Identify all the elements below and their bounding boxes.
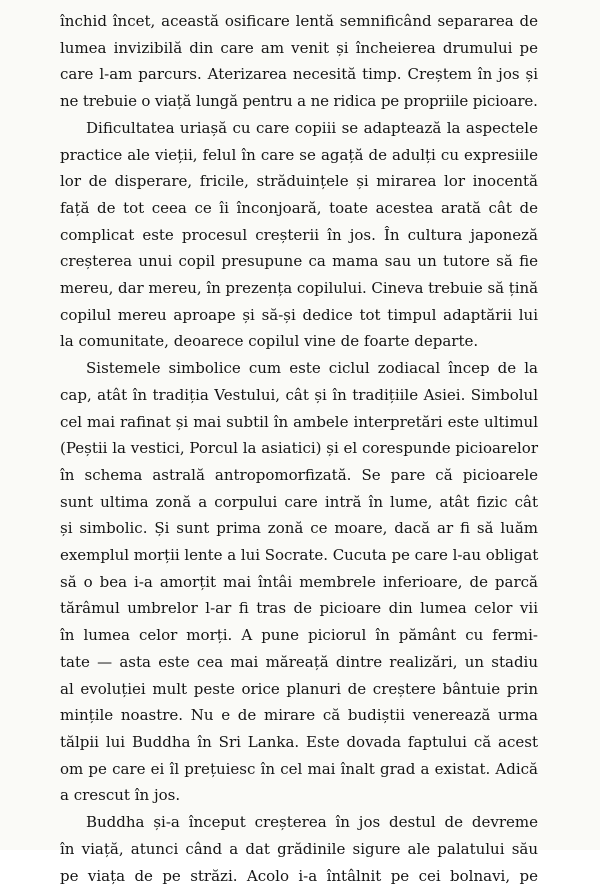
text-line: cap, atât în tradiția Vestului, cât și în tradițiile Asiei. Simbolul — [60, 382, 538, 409]
text-line: să o bea i-a amorțit mai întâi membrele inferioare, de parcă — [60, 569, 538, 596]
text-line: Sistemele simbolice cum este ciclul zodiacal încep de la — [60, 355, 538, 382]
text-line: practice ale vieții, felul în care se agață de adulți cu expresiile — [60, 142, 538, 169]
text-line: lumea invizibilă din care am venit și încheierea drumului pe — [60, 35, 538, 62]
text-line: al evoluției mult peste orice planuri de creștere bântuie prin — [60, 676, 538, 703]
text-line: lor de disperare, fricile, străduințele și mirarea lor inocentă — [60, 168, 538, 195]
text-line: exemplul morții lente a lui Socrate. Cucuta pe care l-au obligat — [60, 542, 538, 569]
text-line: tălpii lui Buddha în Sri Lanka. Este dovada faptului că acest — [60, 729, 538, 756]
text-line: a crescut în jos. — [60, 782, 538, 809]
text-line: la comunitate, deoarece copilul vine de foarte departe. — [60, 328, 538, 355]
text-line: copilul mereu aproape și să-și dedice tot timpul adaptării lui — [60, 302, 538, 329]
paragraph — [60, 355, 538, 809]
text-line: în lumea celor morți. A pune piciorul în pământ cu fermi- — [60, 622, 538, 649]
paragraph — [60, 8, 538, 115]
text-line: care l-am parcurs. Aterizarea necesită timp. Creștem în jos și — [60, 61, 538, 88]
text-line: Buddha și-a început creșterea în jos destul de devreme — [60, 809, 538, 836]
text-line: tărâmul umbrelor l-ar fi tras de picioare din lumea celor vii — [60, 595, 538, 622]
text-line: (Peștii la vestici, Porcul la asiatici) și el corespunde picioarelor — [60, 435, 538, 462]
text-line: sunt ultima zonă a corpului care intră în lume, atât fizic cât — [60, 489, 538, 516]
text-line: închid încet, această osificare lentă semnificând separarea de — [60, 8, 538, 35]
text-line: în viață, atunci când a dat grădinile sigure ale palatului său — [60, 836, 538, 863]
text-line: complicat este procesul creșterii în jos. În cultura japoneză — [60, 222, 538, 249]
text-line: creșterea unui copil presupune ca mama sau un tutore să fie — [60, 248, 538, 275]
body-text — [60, 8, 538, 889]
text-line: ne trebuie o viață lungă pentru a ne ridica pe propriile picioare. — [60, 88, 538, 115]
text-line: mereu, dar mereu, în prezența copilului. Cineva trebuie să țină — [60, 275, 538, 302]
text-line: în schema astrală antropomorfizată. Se pare că picioarele — [60, 462, 538, 489]
text-line: și simbolic. Și sunt prima zonă ce moare, dacă ar fi să luăm — [60, 515, 538, 542]
text-line: mințile noastre. Nu e de mirare că budiștii venerează urma — [60, 702, 538, 729]
text-line: tate — asta este cea mai măreață dintre realizări, un stadiu — [60, 649, 538, 676]
paragraph — [60, 809, 538, 889]
text-line: față de tot ceea ce îi înconjoară, toate acestea arată cât de — [60, 195, 538, 222]
paragraph — [60, 115, 538, 355]
text-line: om pe care ei îl prețuiesc în cel mai înalt grad a existat. Adică — [60, 756, 538, 783]
text-line: pe viața de pe străzi. Acolo i-a întâlnit pe cei bolnavi, pe — [60, 863, 538, 889]
text-line: Dificultatea uriașă cu care copiii se adaptează la aspectele — [60, 115, 538, 142]
text-line: cel mai rafinat și mai subtil în ambele interpretări este ultimul — [60, 409, 538, 436]
